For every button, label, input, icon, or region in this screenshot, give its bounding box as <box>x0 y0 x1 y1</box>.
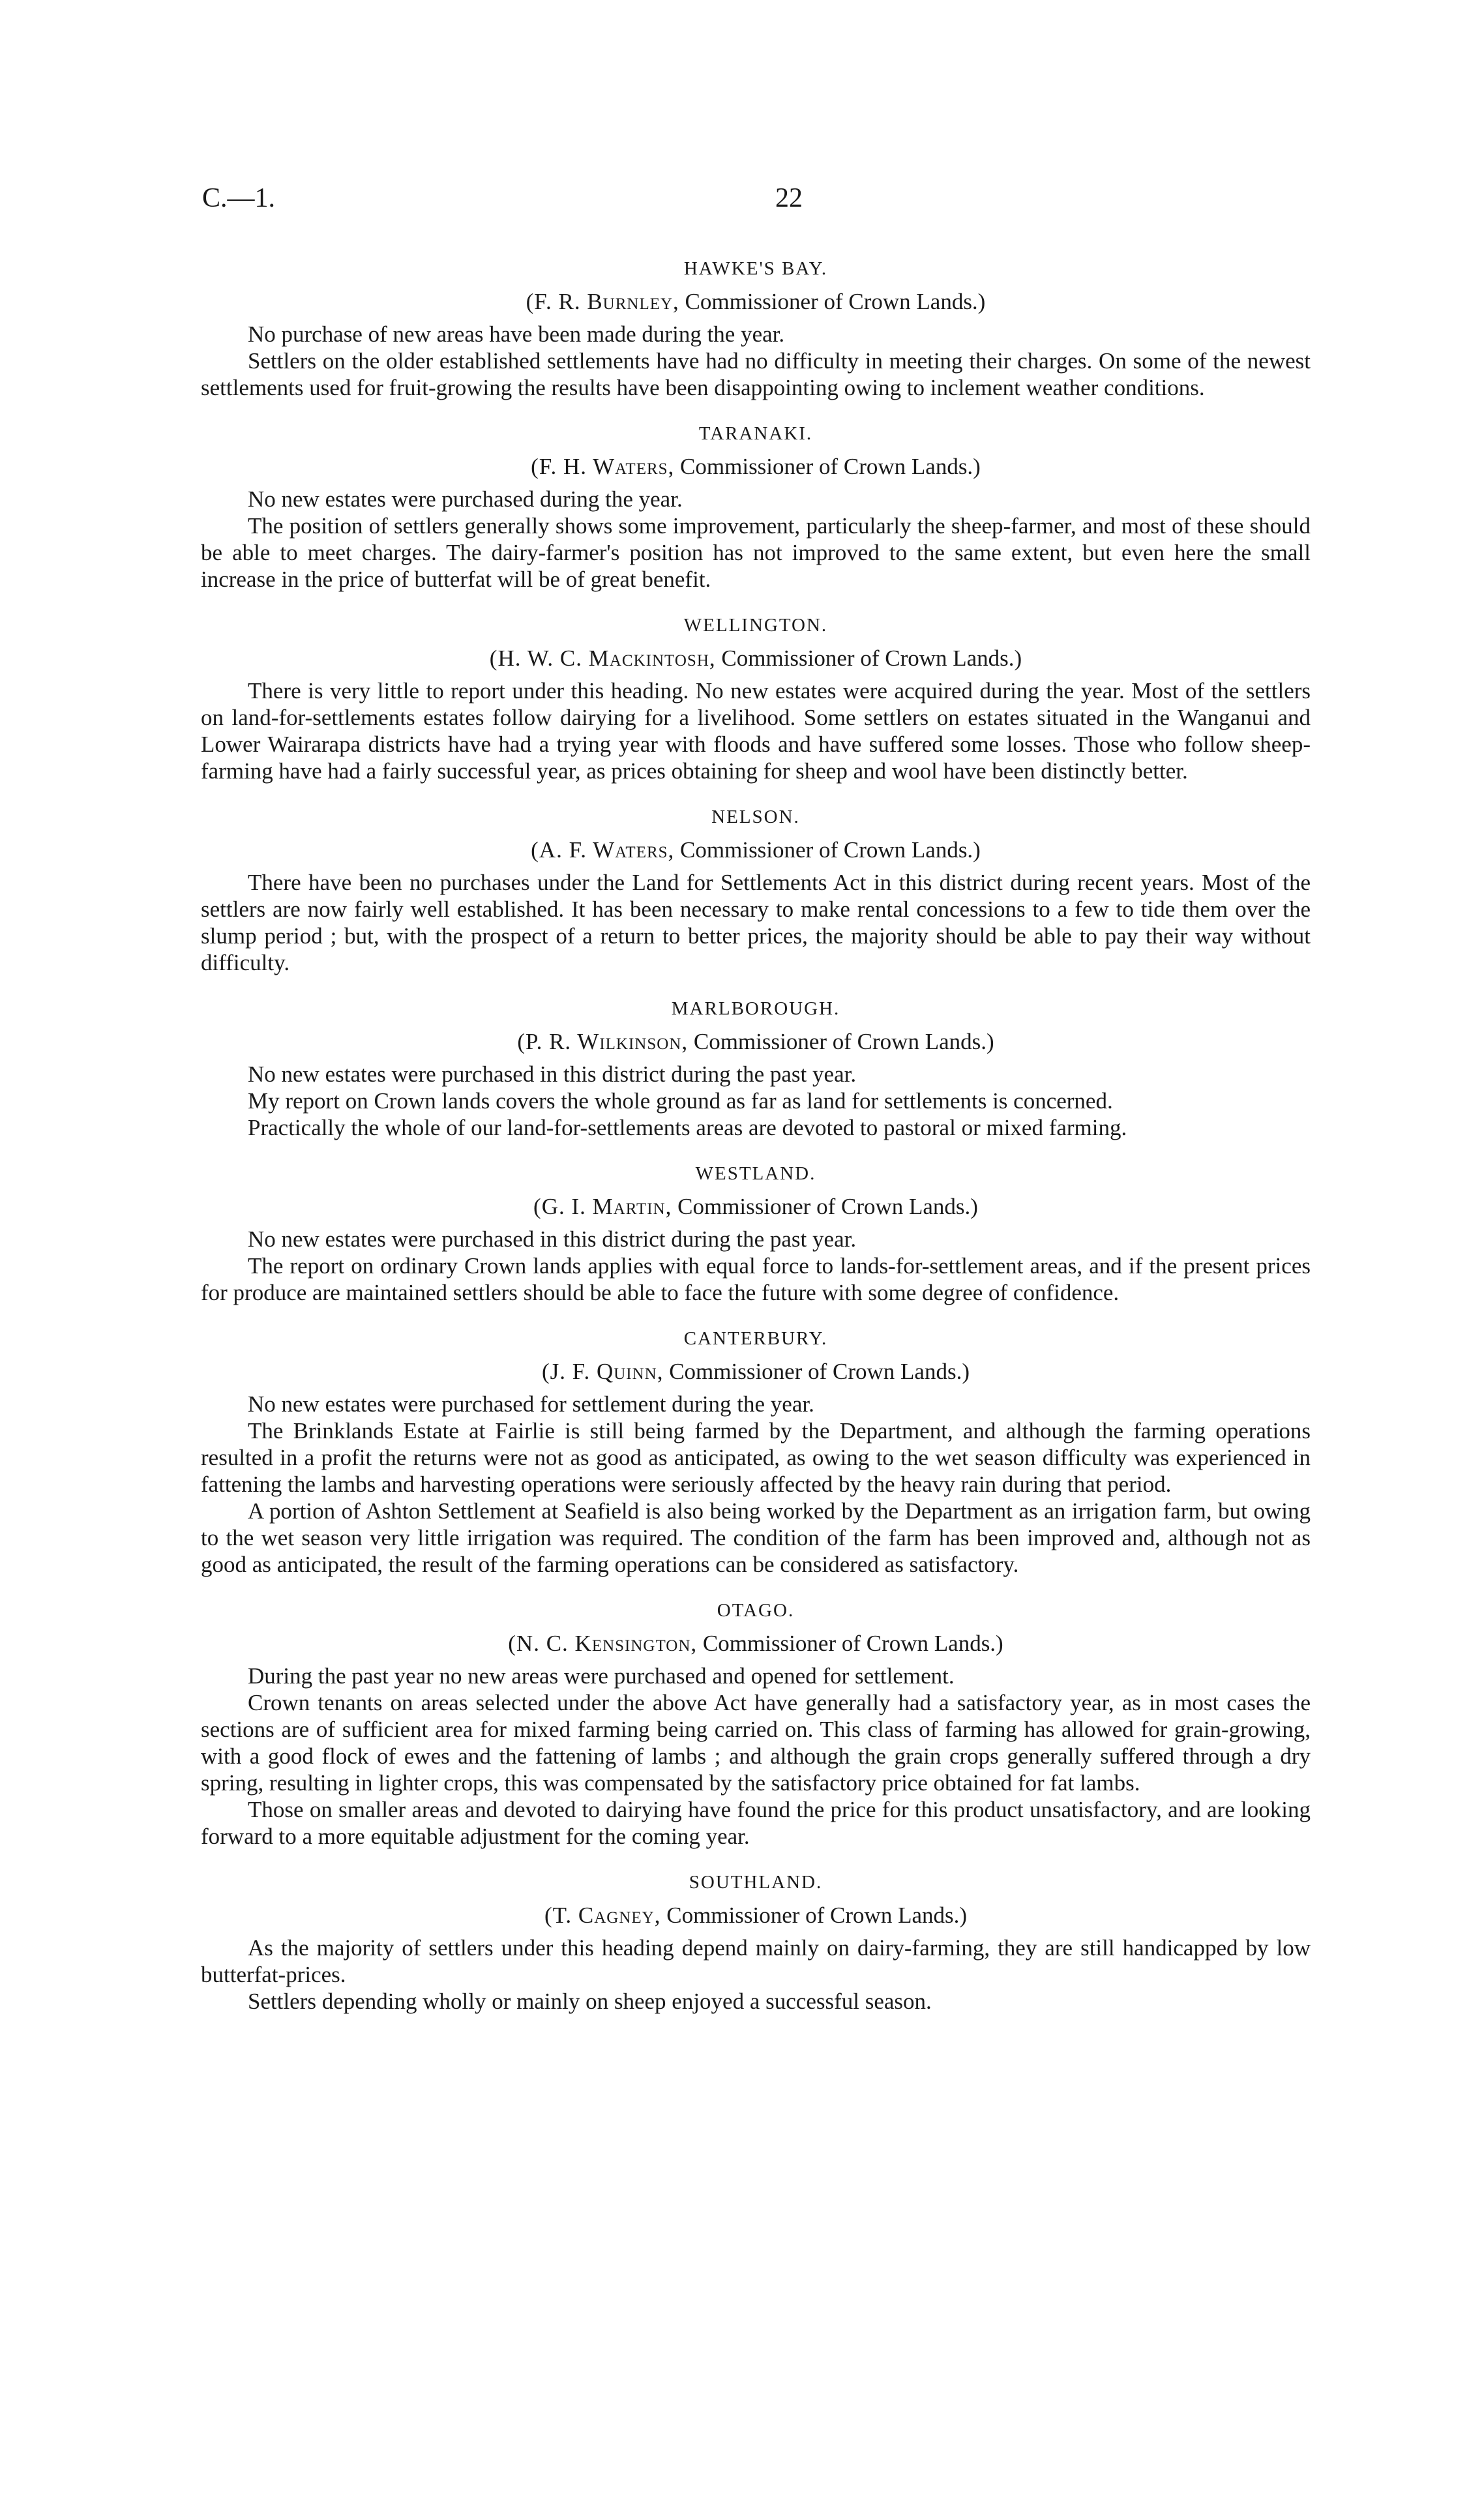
paragraph: No purchase of new areas have been made during the year. <box>248 321 785 347</box>
commissioner-line <box>201 287 1311 317</box>
commissioner-line <box>201 835 1311 865</box>
section-title: OTAGO. <box>717 1600 795 1621</box>
section-hawkes-bay <box>201 256 1311 401</box>
section-title: MARLBOROUGH. <box>671 998 840 1019</box>
commissioner-line <box>201 1192 1311 1222</box>
paragraph: Those on smaller areas and devoted to dairying have found the price for this product unsatisfactory, and are looking forward to a more equitable adjustment for the coming year. <box>201 1797 1311 1849</box>
commissioner-line <box>201 1901 1311 1931</box>
document-reference: C.—1. <box>202 183 276 213</box>
section-nelson <box>201 804 1311 976</box>
section-title: NELSON. <box>711 807 800 827</box>
paragraph: No new estates were purchased during the year. <box>248 486 683 512</box>
commissioner-role: Commissioner of Crown Lands.) <box>680 837 981 863</box>
paragraph: As the majority of settlers under this heading depend mainly on dairy-farming, they are still handicapped by low butterfat-prices. <box>201 1935 1311 1987</box>
paragraph: There have been no purchases under the Land for Settlements Act in this district during recent years. Most of the settlers are now fairly well established. It has been necessary to make rental concessions to a few to tide them over the slump period ; but, with the prospect of a return to better prices, the majority should be able to pay their way without difficulty. <box>201 870 1311 975</box>
commissioner-name: (N. C. Kensington, <box>508 1631 698 1656</box>
section-wellington <box>201 612 1311 784</box>
commissioner-name: (P. R. Wilkinson, <box>517 1029 689 1054</box>
paragraph: The position of settlers generally shows some improvement, particularly the sheep-farmer, and most of these should be able to meet charges. The dairy-farmer's position has not improved to the same extent, but even here the small increase in the price of butterfat will be of great benefit. <box>201 513 1311 592</box>
commissioner-role: Commissioner of Crown Lands.) <box>693 1029 994 1054</box>
section-title: CANTERBURY. <box>683 1328 828 1349</box>
paragraph: No new estates were purchased for settlement during the year. <box>248 1391 814 1417</box>
paragraph: There is very little to report under this heading. No new estates were acquired during the year. Most of the settlers on land-for-settlements estates follow dairying for a livelihood. Some settlers on estates situated in the Wanganui and Lower Wairarapa districts have had a trying year with floods and have suffered some losses. Those who follow sheep-farming have had a fairly successful year, as prices obtaining for sheep and wool have been distinctly better. <box>201 678 1311 784</box>
paragraph: No new estates were purchased in this district during the past year. <box>248 1226 857 1252</box>
paragraph: Settlers depending wholly or mainly on sheep enjoyed a successful season. <box>248 1989 932 2014</box>
section-taranaki <box>201 421 1311 593</box>
page-header <box>202 183 1311 222</box>
commissioner-role: Commissioner of Crown Lands.) <box>702 1631 1003 1656</box>
commissioner-role: Commissioner of Crown Lands.) <box>680 454 981 479</box>
section-canterbury <box>201 1326 1311 1578</box>
paragraph: A portion of Ashton Settlement at Seafield is also being worked by the Department as an irrigation farm, but owing to the wet season very little irrigation was required. The condition of the farm has been improved and, although not as good as anticipated, the result of the farming operations can be considered as satisfactory. <box>201 1498 1311 1577</box>
commissioner-line <box>201 452 1311 482</box>
commissioner-name: (A. F. Waters, <box>531 837 675 863</box>
commissioner-line <box>201 1357 1311 1387</box>
commissioner-name: (F. R. Burnley, <box>526 289 679 314</box>
section-title: WELLINGTON. <box>683 615 828 636</box>
commissioner-line <box>201 1629 1311 1659</box>
paragraph: My report on Crown lands covers the whole ground as far as land for settlements is concerned. <box>248 1088 1113 1114</box>
page-body <box>201 256 1311 2034</box>
commissioner-name: (F. H. Waters, <box>531 454 675 479</box>
section-otago <box>201 1597 1311 1850</box>
commissioner-role: Commissioner of Crown Lands.) <box>677 1194 978 1219</box>
section-title: HAWKE'S BAY. <box>683 258 828 279</box>
section-westland <box>201 1161 1311 1306</box>
paragraph: Settlers on the older established settlements have had no difficulty in meeting their charges. On some of the newest settlements used for fruit-growing the results have been disappointing owing to inclement weather conditions. <box>201 348 1311 400</box>
commissioner-role: Commissioner of Crown Lands.) <box>666 1903 968 1928</box>
paragraph: The report on ordinary Crown lands applies with equal force to lands-for-settlement areas, and if the present prices for produce are maintained settlers should be able to face the future with some degree of confidence. <box>201 1253 1311 1305</box>
paragraph: During the past year no new areas were purchased and opened for settlement. <box>248 1663 955 1689</box>
commissioner-line <box>201 1027 1311 1057</box>
commissioner-name: (T. Cagney, <box>544 1903 661 1928</box>
commissioner-name: (H. W. C. Mackintosh, <box>489 645 716 671</box>
section-marlborough <box>201 996 1311 1141</box>
paragraph: No new estates were purchased in this district during the past year. <box>248 1061 857 1087</box>
commissioner-line <box>201 644 1311 674</box>
section-title: SOUTHLAND. <box>689 1872 823 1893</box>
page-number: 22 <box>775 183 803 213</box>
paragraph: Crown tenants on areas selected under the above Act have generally had a satisfactory year, as in most cases the sections are of sufficient area for mixed farming being carried on. This class of farming has allowed for grain-growing, with a good flock of ewes and the fattening of lambs ; and although the grain crops generally suffered through a dry spring, resulting in lighter crops, this was compensated by the satisfactory price obtained for fat lambs. <box>201 1690 1311 1796</box>
commissioner-role: Commissioner of Crown Lands.) <box>685 289 986 314</box>
section-southland <box>201 1869 1311 2015</box>
commissioner-role: Commissioner of Crown Lands.) <box>669 1359 970 1384</box>
paragraph: Practically the whole of our land-for-settlements areas are devoted to pastoral or mixed farming. <box>248 1115 1127 1140</box>
section-title: TARANAKI. <box>698 423 813 444</box>
commissioner-name: (J. F. Quinn, <box>542 1359 664 1384</box>
paragraph: The Brinklands Estate at Fairlie is still being farmed by the Department, and although the farming operations resulted in a profit the returns were not as good as anticipated, as owing to the wet season difficulty was experienced in fattening the lambs and harvesting operations were seriously affected by the heavy rain during that period. <box>201 1418 1311 1497</box>
section-title: WESTLAND. <box>695 1163 816 1184</box>
commissioner-role: Commissioner of Crown Lands.) <box>721 645 1022 671</box>
commissioner-name: (G. I. Martin, <box>533 1194 672 1219</box>
